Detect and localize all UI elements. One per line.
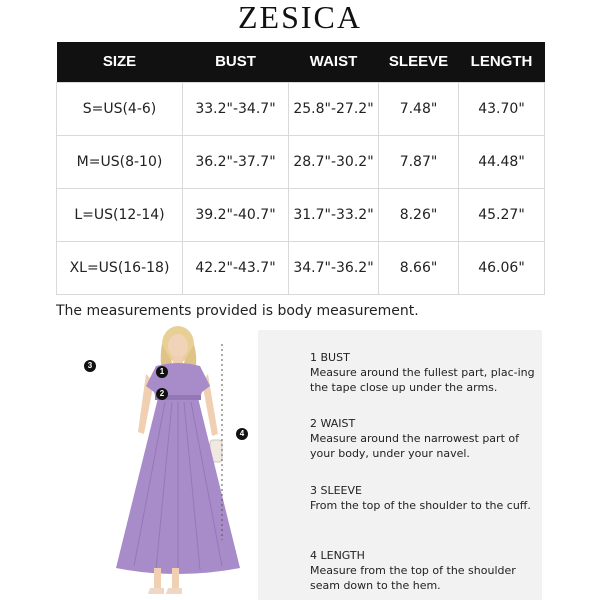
bust-cell: 39.2"-40.7"	[183, 188, 289, 241]
bust-cell: 33.2"-34.7"	[183, 82, 289, 135]
marker-length: 4	[236, 428, 248, 440]
column-header-bust: BUST	[183, 42, 289, 82]
waist-cell: 31.7"-33.2"	[289, 188, 379, 241]
sleeve-cell: 7.48"	[379, 82, 459, 135]
step-body: Measure around the fullest part, plac-ing the tape close up under the arms.	[310, 366, 535, 394]
measurement-note: The measurements provided is body measurement.	[56, 303, 419, 319]
size-cell: M=US(8-10)	[57, 135, 183, 188]
column-header-sleeve: SLEEVE	[379, 42, 459, 82]
guide-step-length	[310, 548, 536, 593]
step-title: 3 SLEEVE	[310, 484, 362, 497]
table-row	[57, 135, 545, 188]
column-header-size: SIZE	[57, 42, 183, 82]
step-title: 2 WAIST	[310, 417, 356, 430]
table-row	[57, 82, 545, 135]
size-cell: L=US(12-14)	[57, 188, 183, 241]
bust-cell: 36.2"-37.7"	[183, 135, 289, 188]
table-row	[57, 188, 545, 241]
step-title: 1 BUST	[310, 351, 350, 364]
table-row	[57, 241, 545, 294]
column-header-waist: WAIST	[289, 42, 379, 82]
length-cell: 45.27"	[459, 188, 545, 241]
marker-waist: 2	[156, 388, 168, 400]
size-cell: XL=US(16-18)	[57, 241, 183, 294]
guide-step-waist	[310, 416, 536, 461]
size-chart-table	[56, 42, 545, 295]
marker-sleeve: 3	[84, 360, 96, 372]
guide-step-bust	[310, 350, 536, 395]
guide-step-sleeve	[310, 483, 536, 513]
step-body: Measure from the top of the shoulder seam down to the hem.	[310, 564, 516, 592]
size-cell: S=US(4-6)	[57, 82, 183, 135]
measurement-guide-panel	[258, 330, 542, 600]
table-header-row	[57, 42, 545, 82]
column-header-length: LENGTH	[459, 42, 545, 82]
waist-cell: 34.7"-36.2"	[289, 241, 379, 294]
waist-cell: 25.8"-27.2"	[289, 82, 379, 135]
sleeve-cell: 8.66"	[379, 241, 459, 294]
step-title: 4 LENGTH	[310, 549, 365, 562]
marker-bust: 1	[156, 366, 168, 378]
sleeve-cell: 7.87"	[379, 135, 459, 188]
model-figure	[60, 322, 260, 598]
bust-cell: 42.2"-43.7"	[183, 241, 289, 294]
waist-cell: 28.7"-30.2"	[289, 135, 379, 188]
length-cell: 46.06"	[459, 241, 545, 294]
step-body: Measure around the narrowest part of your body, under your navel.	[310, 432, 519, 460]
sleeve-cell: 8.26"	[379, 188, 459, 241]
length-cell: 43.70"	[459, 82, 545, 135]
step-body: From the top of the shoulder to the cuff.	[310, 499, 531, 512]
brand-logo: ZESICA	[238, 0, 362, 35]
length-cell: 44.48"	[459, 135, 545, 188]
